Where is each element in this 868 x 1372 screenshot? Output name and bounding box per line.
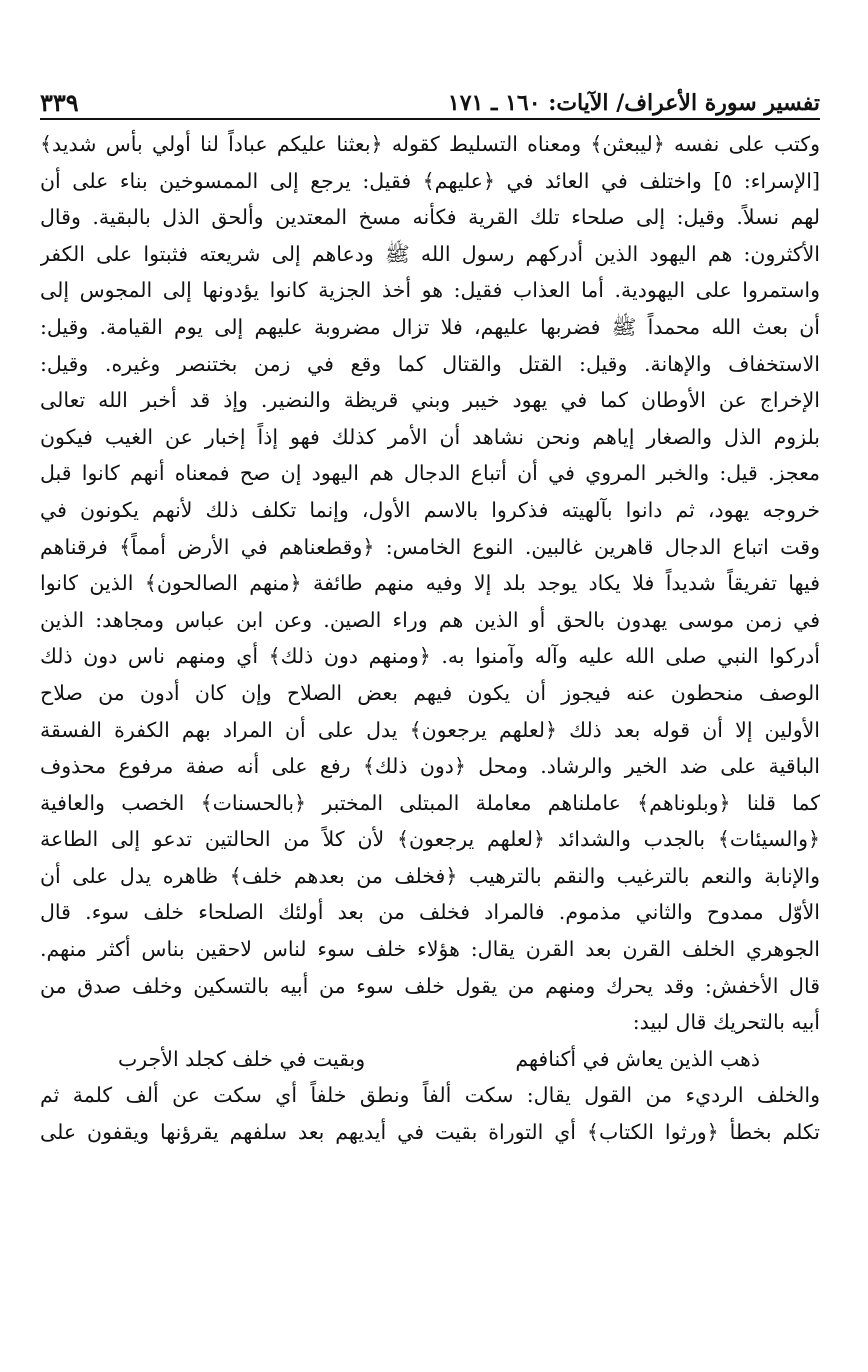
text-line: أدركوا النبي صلى الله عليه وآله وآمنوا به. ﴿ومنهم دون ذلك﴾ أي ومنهم ناس دون ذلك (40, 644, 820, 669)
verse-second-hemistich: وبقيت في خلف كجلد الأجرب (118, 1046, 366, 1071)
text-line: ﴿والسيئات﴾ بالجدب والشدائد ﴿لعلهم يرجعون﴾ لأن كلاً من الحالتين تدعو إلى الطاعة (40, 827, 820, 852)
text-line: أبيه بالتحريك قال لبيد: (632, 1010, 820, 1035)
text-line: الجوهري الخلف القرن بعد القرن يقال: هؤلاء خلف سوء لناس لاحقين بناس أكثر منهم. (40, 937, 820, 962)
text-line: [الإسراء: ٥] واختلف في العائد في ﴿عليهم﴾ فقيل: يرجع إلى الممسوخين بناء على أن (40, 168, 820, 193)
text-line: فيها تفريقاً شديداً فلا يكاد يوجد بلد إلا وفيه منهم طائفة ﴿منهم الصالحون﴾ الذين كانوا (40, 571, 820, 596)
page-body (40, 126, 820, 1151)
text-line: كما قلنا ﴿وبلوناهم﴾ عاملناهم معاملة المبتلى المختبر ﴿بالحسنات﴾ الخصب والعافية (40, 790, 820, 815)
running-header (40, 84, 820, 120)
text-line: تكلم بخطأ ﴿ورثوا الكتاب﴾ أي التوراة بقيت في أيديهم بعد سلفهم يقرؤنها ويقفون على (40, 1120, 820, 1145)
text-line: الباقية على ضد الخير والرشاد. ومحل ﴿دون ذلك﴾ رفع على أنه صفة مرفوع محذوف (40, 754, 820, 779)
running-title: تفسير سورة الأعراف/ الآيات: ١٦٠ ـ ١٧١ (447, 90, 820, 116)
text-line: واستمروا على اليهودية. أما العذاب فقيل: هو أخذ الجزية كانوا يؤدونها إلى المجوس إلى (40, 278, 820, 303)
text-line: قال الأخفش: وقد يحرك ومنهم من يقول خلف سوء من أبيه بالتسكين وخلف صدق من (40, 973, 820, 998)
text-line: أن بعث الله محمداً ﷺ فضربها عليهم، فلا تزال مضروبة عليهم إلى يوم القيامة. وقيل: (40, 314, 820, 339)
text-line: لهم نسلاً. وقيل: إلى صلحاء تلك القرية فكأنه مسخ المعتدين وألحق الذل بالبقية. وقال (40, 205, 820, 230)
text-line: الوصف منحطون عنه فيجوز أن يكون فيهم بعض الصلاح وإن كان أدون من صلاح (40, 680, 820, 705)
text-line: والخلف الرديء من القول يقال: سكت ألفاً ونطق خلفاً أي سكت عن ألف كلمة ثم (40, 1083, 820, 1108)
text-line: الأكثرون: هم اليهود الذين أدركهم رسول الله ﷺ ودعاهم إلى شريعته فثبتوا على الكفر (40, 241, 820, 266)
verse-first-hemistich: ذهب الذين يعاش في أكنافهم (515, 1046, 760, 1071)
text-line: الأولين إلا أن قوله بعد ذلك ﴿لعلهم يرجعون﴾ يدل على أن المراد بهم الكفرة الفسقة (40, 717, 820, 742)
poetry-verse (40, 1041, 820, 1078)
text-line: الاستخفاف والإهانة. وقيل: القتل والقتال كما وقع في زمن بختنصر وغيره. وقيل: (40, 351, 820, 376)
text-line: الأوّل ممدوح والثاني مذموم. فالمراد فخلف من بعد أولئك الصلحاء خلف سوء. قال (40, 900, 820, 925)
text-line: خروجه يهود، ثم دانوا بآلهيته فذكروا بالاسم الأول، وإنما تكلف ذلك لأنهم يكونون في (40, 497, 820, 522)
page-number: ٣٣٩ (40, 88, 79, 117)
text-line: والإنابة والنعم بالترغيب والنقم بالترهيب ﴿فخلف من بعدهم خلف﴾ ظاهره يدل على أن (40, 863, 820, 888)
text-line: معجز. قيل: والخبر المروي في أن أتباع الدجال هم اليهود إن صح فمعناه أنهم كانوا قبل (40, 461, 820, 486)
text-line: بلزوم الذل والصغار إياهم ونحن نشاهد أن الأمر كذلك فهو إذاً إخبار عن الغيب فيكون (40, 424, 820, 449)
text-line: في زمن موسى يهدون بالحق أو الذين هم وراء الصين. وعن ابن عباس ومجاهد: الذين (40, 607, 820, 632)
text-line: وقت اتباع الدجال قاهرين غالبين. النوع الخامس: ﴿وقطعناهم في الأرض أمماً﴾ فرقناهم (40, 534, 820, 559)
text-line: الإخراج عن الأوطان كما في يهود خيبر وبني قريظة والنضير. وإذ قد أخبر الله تعالى (40, 388, 820, 413)
text-line: وكتب على نفسه ﴿ليبعثن﴾ ومعناه التسليط كقوله ﴿بعثنا عليكم عباداً لنا أولي بأس شديد﴾ (40, 132, 820, 156)
